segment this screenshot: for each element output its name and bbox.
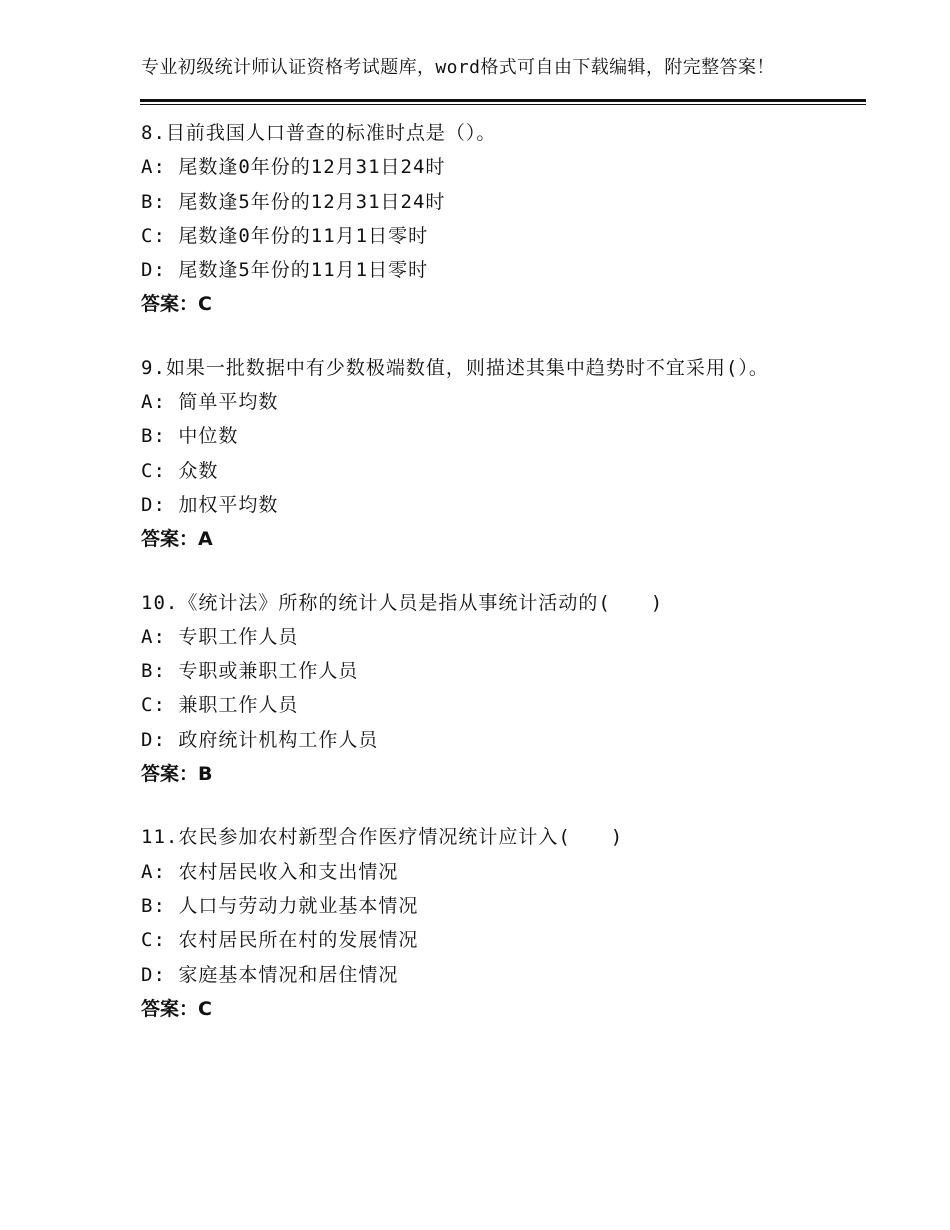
option-c: C: 农村居民所在村的发展情况 [141, 929, 419, 952]
answer-label: 答案：C [141, 293, 212, 316]
question-stem: 10.《统计法》所称的统计人员是指从事统计活动的( ) [141, 591, 664, 614]
option-a: A: 专职工作人员 [141, 625, 299, 648]
answer-label: 答案：A [141, 528, 213, 551]
question-11 [141, 820, 821, 1026]
option-d: D: 政府统计机构工作人员 [141, 728, 379, 751]
answer-label: 答案：C [141, 997, 212, 1020]
question-9 [141, 351, 821, 557]
option-d: D: 家庭基本情况和居住情况 [141, 963, 399, 986]
option-c: C: 尾数逢0年份的11月1日零时 [141, 224, 429, 247]
option-c: C: 众数 [141, 459, 219, 482]
question-list [141, 116, 821, 1055]
option-c: C: 兼职工作人员 [141, 694, 299, 717]
option-d: D: 尾数逢5年份的11月1日零时 [141, 259, 429, 282]
answer-label: 答案：B [141, 763, 213, 786]
option-b: B: 尾数逢5年份的12月31日24时 [141, 190, 446, 213]
option-a: A: 尾数逢0年份的12月31日24时 [141, 156, 446, 179]
option-d: D: 加权平均数 [141, 493, 279, 516]
option-b: B: 专职或兼职工作人员 [141, 660, 359, 683]
option-b: B: 中位数 [141, 425, 239, 448]
page-header: 专业初级统计师认证资格考试题库，word格式可自由下载编辑，附完整答案！ [141, 57, 775, 78]
header-divider-thin [140, 104, 866, 105]
question-stem: 8.目前我国人口普查的标准时点是（）。 [141, 122, 497, 144]
option-a: A: 简单平均数 [141, 391, 279, 414]
header-divider-thick [140, 99, 866, 102]
question-stem: 11.农民参加农村新型合作医疗情况统计应计入( ) [141, 826, 624, 849]
question-8 [141, 116, 821, 322]
option-a: A: 农村居民收入和支出情况 [141, 860, 399, 883]
question-stem: 9.如果一批数据中有少数极端数值，则描述其集中趋势时不宜采用(）。 [141, 356, 769, 379]
option-b: B: 人口与劳动力就业基本情况 [141, 894, 419, 917]
question-10 [141, 586, 821, 792]
